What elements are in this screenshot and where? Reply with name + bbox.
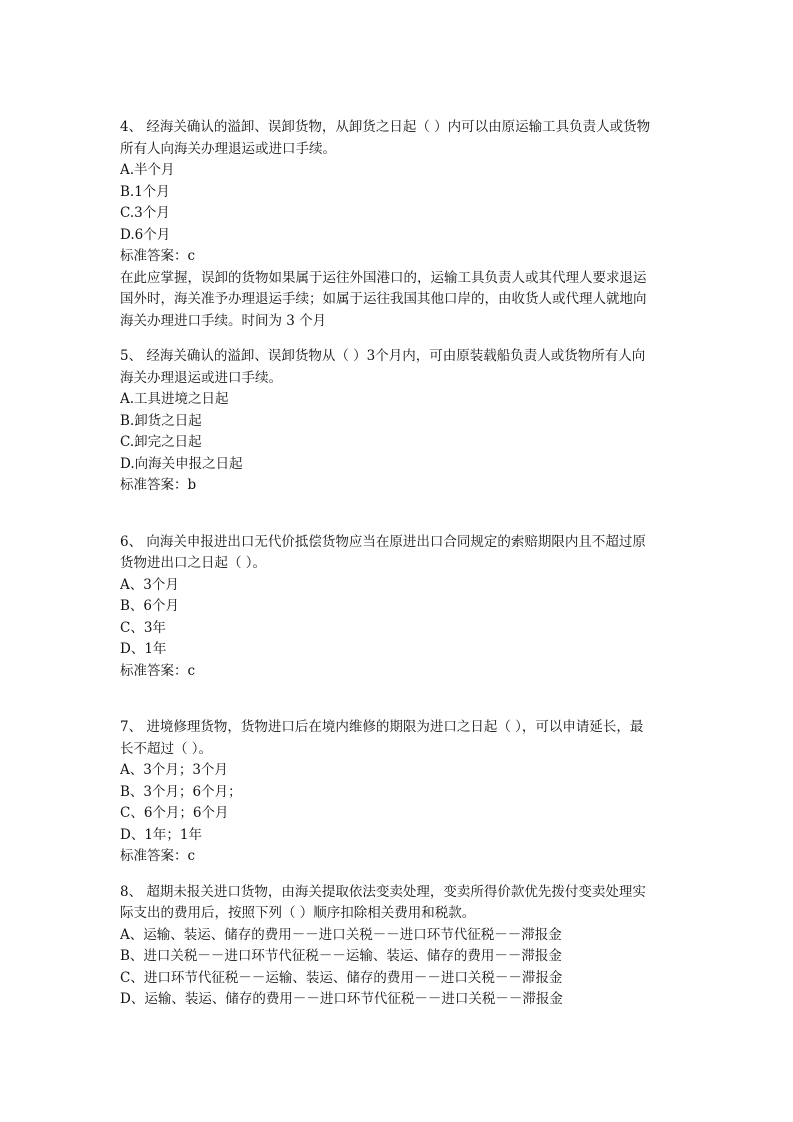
option-a: A、3个月	[120, 576, 179, 593]
option-b: B.卸货之日起	[120, 412, 202, 429]
standard-answer: 标准答案：c	[120, 248, 196, 264]
explanation-line: 国外时，海关准予办理退运手续；如属于运往我国其他口岸的，由收货人或代理人就地向	[120, 291, 647, 307]
question-stem-line: 5、 经海关确认的溢卸、误卸货物从（ ）3个月内，可由原装载船负责人或货物所有人向	[120, 348, 646, 364]
option-a: A.工具进境之日起	[120, 391, 229, 407]
document-page	[120, 117, 680, 1011]
standard-answer: 标准答案：c	[120, 662, 196, 679]
question-stem-line: 所有人向海关办理退运或进口手续。	[120, 140, 336, 157]
option-c: C、进口环节代征税－－运输、装运、储存的费用－－进口关税－－滞报金	[120, 969, 563, 986]
option-a: A、运输、装运、储存的费用－－进口关税－－进口环节代征税－－滞报金	[120, 926, 562, 943]
explanation-line: 在此应掌握，误卸的货物如果属于运往外国港口的，运输工具负责人或其代理人要求退运	[120, 269, 647, 286]
question-7	[120, 717, 680, 868]
option-d: D、1年；1年	[120, 826, 203, 843]
option-d: D、1年	[120, 641, 167, 657]
question-5	[120, 346, 680, 497]
standard-answer: 标准答案：b	[120, 477, 197, 493]
question-8	[120, 882, 680, 1011]
question-stem-line: 长不超过（ ）。	[120, 740, 213, 757]
question-6	[120, 532, 680, 683]
option-a: A、3个月；3个月	[120, 762, 228, 778]
option-d: D.向海关申报之日起	[120, 455, 243, 472]
option-b: B.1个月	[120, 183, 170, 200]
question-stem-line: 4、 经海关确认的溢卸、误卸货物，从卸货之日起（ ）内可以由原运输工具负责人或货物	[120, 119, 651, 135]
question-stem-line: 7、 进境修理货物，货物进口后在境内维修的期限为进口之日起（ ），可以申请延长，最	[120, 719, 644, 735]
option-d: D.6个月	[120, 226, 171, 243]
question-stem-line: 6、 向海关申报进出口无代价抵偿货物应当在原进出口合同规定的索赔期限内且不超过原	[120, 533, 646, 550]
standard-answer: 标准答案：c	[120, 848, 196, 864]
question-stem-line: 际支出的费用后，按照下列（ ）顺序扣除相关费用和税款。	[120, 905, 476, 921]
question-stem-line: 货物进出口之日起（ ）。	[120, 555, 267, 571]
option-d: D、运输、装运、储存的费用－－进口环节代征税－－进口关税－－滞报金	[120, 991, 563, 1007]
question-4	[120, 117, 680, 332]
explanation-line: 海关办理进口手续。时间为 3 个月	[120, 312, 327, 329]
option-c: C.3个月	[120, 205, 170, 221]
option-b: B、3个月；6个月；	[120, 783, 242, 800]
option-a: A.半个月	[120, 162, 175, 178]
option-b: B、进口关税－－进口环节代征税－－运输、装运、储存的费用－－滞报金	[120, 948, 562, 964]
option-c: C.卸完之日起	[120, 434, 202, 450]
option-c: C、6个月；6个月	[120, 805, 229, 821]
question-stem-line: 8、 超期未报关进口货物，由海关提取依法变卖处理，变卖所得价款优先拨付变卖处理实	[120, 883, 646, 900]
option-b: B、6个月	[120, 598, 180, 614]
option-c: C、3年	[120, 619, 166, 636]
question-stem-line: 海关办理退运或进口手续。	[120, 369, 282, 386]
